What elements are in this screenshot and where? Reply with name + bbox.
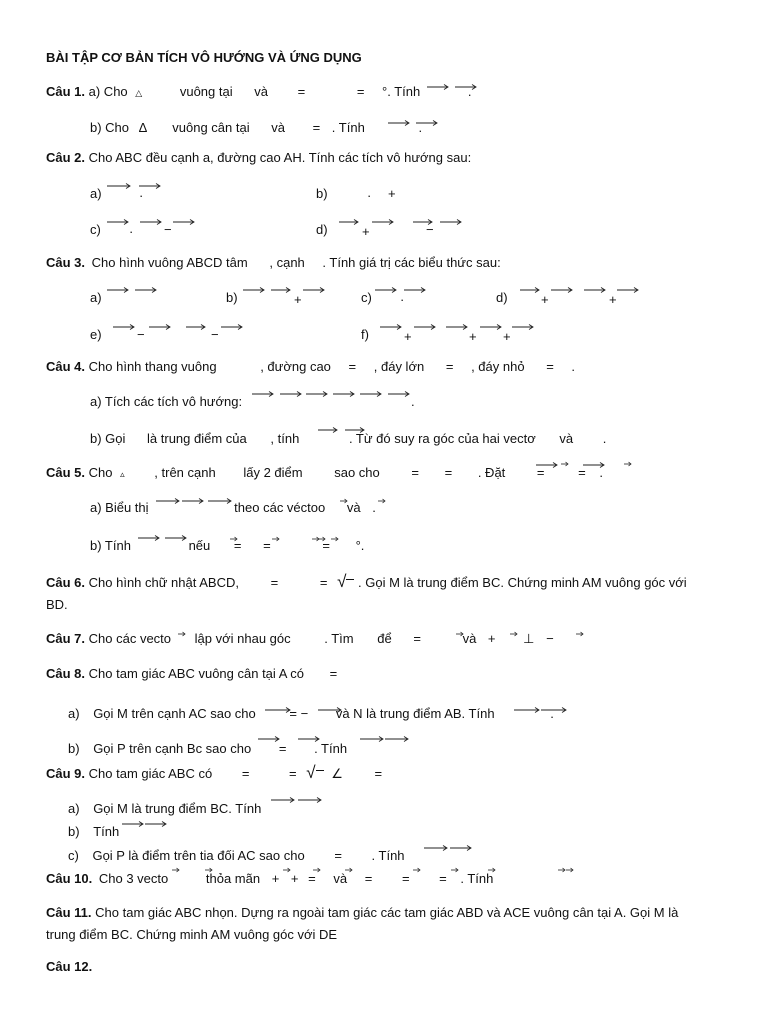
q3-f-plus1: + [404,329,412,344]
vector-arrow-icon [113,323,135,331]
vector-arrow-icon [617,286,639,294]
q3-d: d) [496,290,508,305]
q4-b-text5: và [559,431,574,446]
q5-a-text2: theo các véctoo [234,500,326,515]
q1a-text: a) Cho [88,84,128,99]
q1a-tinh: °. Tính [382,84,421,99]
vector-arrow-icon [446,323,468,331]
q1a-end: . [467,84,472,99]
q8-eq: = [329,666,338,681]
q7-eq: = [413,631,421,646]
q2-c: c) [90,222,101,237]
q1b-tinh: . Tính [331,120,365,135]
vector-arrow-icon [583,461,605,469]
q9-a-text: Gọi M là trung điểm BC. Tính [93,801,262,816]
q3-f-plus2: + [469,329,477,344]
vector-arrow-icon [173,218,195,226]
question-label: Câu 8. [46,666,86,681]
vector-arrow-icon [138,534,160,542]
q4-b-text3: , tính [270,431,300,446]
q6-continued: BD. [46,597,68,612]
vector-arrow-icon [172,866,180,874]
question-9 [46,765,382,782]
vector-arrow-icon [265,706,291,714]
q5-b-text2: nếu [188,538,211,553]
q5-eq4: = [578,465,586,480]
vector-arrow-icon [345,866,353,874]
vector-arrow-icon [221,323,243,331]
question-label: Câu 5. [46,465,86,480]
q7-t3: . Tìm [324,631,354,646]
q9-b [68,824,119,840]
q4-eq2: = [445,359,454,374]
q1b-text2: vuông cân tại [172,120,250,135]
question-6 [46,574,687,591]
q8-a [68,706,554,722]
vector-arrow-icon [372,218,394,226]
q5-b-eq1: = [233,538,242,553]
sqrt-symbol: √ [337,572,347,591]
q2-b-dot: · [367,188,372,203]
vector-arrow-icon [272,535,280,543]
q9-b-label: b) [68,824,80,839]
q9-eq1: = [241,766,250,781]
triangle-symbol: ▵ [120,469,125,479]
vector-arrow-icon [252,390,274,398]
vector-arrow-icon [318,535,326,543]
q3-b-plus: + [294,292,302,307]
q3-a: a) [90,290,102,305]
q9-c-text2: . Tính [371,848,405,863]
vector-arrow-icon [536,461,558,469]
q10-t2: thỏa mãn [205,871,261,886]
q9-c [68,848,405,864]
q10-t3: và [333,871,348,886]
q4-t4: , đáy nhỏ [471,359,525,374]
vector-arrow-icon [331,535,339,543]
delta-symbol: Δ [138,120,147,135]
q4-text: Cho hình thang vuông [88,359,217,374]
question-3 [46,255,501,271]
question-7 [46,631,554,647]
vector-arrow-icon [456,630,464,638]
q1b-end: . [418,120,423,135]
q8-text: Cho tam giác ABC vuông cân tại A có [88,666,304,681]
q4-b-text6: . [602,431,607,446]
q9-eq2: = [289,766,297,781]
q8-b-text2: . Tính [314,741,348,756]
q5-t5: . Đặt [477,465,506,480]
q10-plus1: + [271,871,280,886]
vector-arrow-icon [624,460,632,468]
question-label: Câu 9. [46,766,86,781]
vector-arrow-icon [186,323,206,331]
vector-arrow-icon [584,286,606,294]
q9-c-text: Gọi P là điểm trên tia đối AC sao cho [92,848,305,863]
question-label: Câu 4. [46,359,86,374]
q9-text: Cho tam giác ABC có [88,766,213,781]
q3-e: e) [90,327,102,342]
q3-e-minus2: − [211,327,219,342]
vector-arrow-icon [303,286,325,294]
q10-eq3: = [401,871,410,886]
q4-b-text4: . Từ đó suy ra góc của hai vectơ [348,431,536,446]
q1b-and: và [271,120,285,135]
vector-arrow-icon [510,630,518,638]
q3-text2: , cạnh [269,255,305,270]
vector-arrow-icon [414,323,436,331]
q3-d-plus1: + [541,292,549,307]
vector-arrow-icon [440,218,462,226]
vector-arrow-icon [576,630,584,638]
q7-minus: − [546,631,554,646]
question-label: Câu 7. [46,631,86,646]
q6-eq1: = [270,575,279,590]
vector-arrow-icon [140,218,162,226]
vector-arrow-icon [205,866,213,874]
q8-a-eq: = − [289,706,309,721]
sqrt-symbol: √ [306,763,316,782]
q4-a-end: . [411,394,415,409]
q5-b-eq2: = [263,538,271,553]
vector-arrow-icon [385,735,409,743]
q5-t2: , trên cạnh [154,465,216,480]
vector-arrow-icon [450,844,472,852]
q3-d-plus2: + [609,292,617,307]
q11-continued: trung điểm BC. Chứng minh AM vuông góc với DE [46,927,338,942]
vector-arrow-icon [208,497,232,505]
question-label: Câu 11. [46,905,92,920]
vector-arrow-icon [149,323,171,331]
q6-eq2: = [319,575,328,590]
q4-b-text: b) Gọi [90,431,126,446]
vector-arrow-icon [243,286,265,294]
q10-eq1: = [308,871,316,886]
vector-arrow-icon [520,286,540,294]
vector-arrow-icon [107,286,129,294]
vector-arrow-icon [388,119,410,127]
q10-eq2: = [364,871,373,886]
vector-arrow-icon [566,866,574,874]
q1a-and: và [254,84,268,99]
q5-eq3: = [536,465,545,480]
vector-arrow-icon [424,844,448,852]
q8-b-text: Gọi P trên cạnh Bc sao cho [93,741,252,756]
question-12: Câu 12. [46,959,93,974]
q8-b-eq: = [278,741,287,756]
vector-arrow-icon [271,286,291,294]
q9-a-label: a) [68,801,80,816]
q5-eq2: = [444,465,453,480]
q3-b: b) [226,290,238,305]
question-1-b [90,120,422,136]
q4-t5: . [571,359,576,374]
vector-arrow-icon [258,735,280,743]
q5-a-text3: và [346,500,361,515]
q7-t2: lập với nhau góc [194,631,291,646]
vector-arrow-icon [561,460,569,468]
q4-t3: , đáy lớn [373,359,425,374]
q2-a: a) [90,186,102,201]
q5-t6: . [599,465,603,480]
question-10 [46,871,493,887]
q8-a-text: Gọi M trên cạnh AC sao cho [93,706,256,721]
vector-arrow-icon [156,497,180,505]
q3-c-dot: · [400,292,405,307]
vector-arrow-icon [298,796,322,804]
q1a-text2: vuông tại [179,84,233,99]
q2-d: d) [316,222,328,237]
q8-a-label: a) [68,706,80,721]
vector-arrow-icon [413,218,433,226]
vector-arrow-icon [340,497,348,505]
vector-arrow-icon [345,426,365,434]
document-title: BÀI TẬP CƠ BẢN TÍCH VÔ HƯỚNG VÀ ỨNG DỤNG [46,50,362,65]
vector-arrow-icon [178,630,186,638]
q7-t5: và [462,631,477,646]
q8-a-end: . [550,706,554,721]
q5-text: Cho [88,465,113,480]
vector-arrow-icon [558,866,566,874]
vector-arrow-icon [230,535,238,543]
q5-a-text: a) Biểu thị [90,500,149,515]
vector-arrow-icon [306,390,328,398]
q3-c: c) [361,290,372,305]
q5-t4: sao cho [334,465,380,480]
question-11 [46,905,678,921]
q10-t4: . Tính [460,871,494,886]
question-label: Câu 2. [46,150,86,165]
q5-b-text: b) Tính [90,538,131,553]
q3-f: f) [361,327,369,342]
vector-arrow-icon [339,218,359,226]
q3-text: Cho hình vuông ABCD tâm [91,255,248,270]
vector-arrow-icon [512,323,534,331]
q7-text: Cho các vecto [88,631,172,646]
vector-arrow-icon [488,866,496,874]
vector-arrow-icon [318,426,338,434]
vector-arrow-icon [283,866,291,874]
q2-b: b) [316,186,328,201]
vector-arrow-icon [551,286,573,294]
q4-eq1: = [348,359,357,374]
vector-arrow-icon [360,390,382,398]
q5-eq1: = [411,465,419,480]
q7-plus: + [487,631,496,646]
question-5 [46,465,603,482]
triangle-symbol: △ [135,88,143,98]
question-label: Câu 10. [46,871,93,886]
question-8 [46,666,337,682]
vector-arrow-icon [480,323,502,331]
vector-arrow-icon [298,735,320,743]
vector-arrow-icon [541,706,567,714]
vector-arrow-icon [413,866,421,874]
q8-b [68,741,347,757]
q8-b-label: b) [68,741,80,756]
q5-a [90,500,376,516]
vector-arrow-icon [416,119,438,127]
q3-e-minus1: − [137,327,145,342]
vector-arrow-icon [378,497,386,505]
q3-f-plus3: + [503,329,511,344]
vector-arrow-icon [139,182,161,190]
q1b-text: b) Cho [90,120,130,135]
vector-arrow-icon [318,706,342,714]
vector-arrow-icon [165,534,187,542]
question-label: Câu 3. [46,255,86,270]
vector-arrow-icon [333,390,355,398]
q2-b-plus: + [388,186,396,201]
q10-plus2: + [290,871,299,886]
q9-a [68,801,261,817]
q4-b-text2: là trung điểm của [147,431,247,446]
q9-c-eq: = [334,848,342,863]
q4-a: a) Tích các tích vô hướng: [90,394,243,409]
vector-arrow-icon [280,390,302,398]
q2-d-plus: + [362,224,370,239]
q10-text: Cho 3 vecto [98,871,169,886]
q5-b-deg: °. [355,538,365,553]
q1a-eq1: = [297,84,306,99]
q5-t3: lấy 2 điểm [243,465,303,480]
vector-arrow-icon [122,820,144,828]
q1b-eq: = [312,120,321,135]
q2-a-dot: · [139,188,144,203]
q9-c-label: c) [68,848,79,863]
q2-c-minus: − [164,222,172,237]
question-2 [46,150,471,166]
vector-arrow-icon [455,83,477,91]
q7-perp: ⊥ [523,631,535,646]
angle-symbol: ∠ [331,766,343,781]
q4-t2: , đường cao [260,359,331,374]
q8-a-text2: và N là trung điểm AB. Tính [335,706,495,721]
vector-arrow-icon [107,182,131,190]
q1a-eq2: = [356,84,365,99]
vector-arrow-icon [375,286,397,294]
vector-arrow-icon [271,796,295,804]
q2-c-dot: · [129,224,134,239]
q4-eq3: = [546,359,554,374]
q6-text: Cho hình chữ nhật ABCD, [88,575,239,590]
q6-t2: . Gọi M là trung điểm BC. Chứng minh AM vuông góc với [358,575,687,590]
vector-arrow-icon [404,286,426,294]
q9-b-text: Tính [93,824,120,839]
q9-eq3: = [374,766,383,781]
question-label: Câu 1. [46,84,86,99]
vector-arrow-icon [451,866,459,874]
q2-text: Cho ABC đều cạnh a, đường cao AH. Tính các tích vô hướng sau: [88,150,472,165]
q10-eq4: = [439,871,447,886]
q5-a-text4: . [372,500,376,515]
vector-arrow-icon [514,706,540,714]
vector-arrow-icon [360,735,384,743]
vector-arrow-icon [388,390,410,398]
q7-t4: để [377,631,392,646]
vector-arrow-icon [135,286,157,294]
vector-arrow-icon [313,866,321,874]
q2-d-minus: − [426,222,434,237]
question-label: Câu 6. [46,575,86,590]
vector-arrow-icon [182,497,204,505]
question-4 [46,359,575,375]
q5-b-eq3: = [322,538,330,553]
q3-text3: . Tính giá trị các biểu thức sau: [322,255,501,270]
question-1-a [46,84,471,101]
q11-text: Cho tam giác ABC nhọn. Dựng ra ngoài tam giác các tam giác ABD và ACE vuông cân tại A. Gọi M là [95,905,679,920]
vector-arrow-icon [107,218,129,226]
vector-arrow-icon [380,323,402,331]
vector-arrow-icon [145,820,167,828]
vector-arrow-icon [427,83,449,91]
